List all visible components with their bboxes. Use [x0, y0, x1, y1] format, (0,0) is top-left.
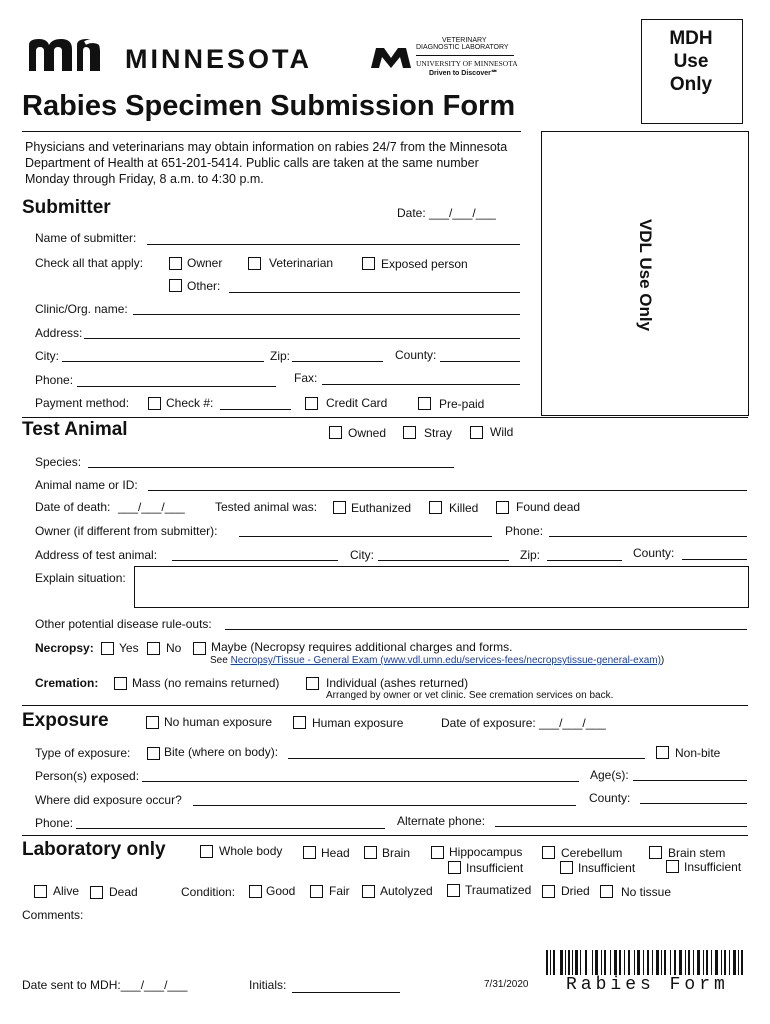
zip-label: Zip:	[270, 349, 291, 363]
autolyzed-checkbox[interactable]	[362, 885, 375, 898]
cerebellum-insufficient-label: Insufficient	[578, 861, 636, 875]
submitter-name-label: Name of submitter:	[35, 231, 137, 245]
other-label: Other:	[187, 279, 221, 293]
date-sent-to-mdh[interactable]: Date sent to MDH:___/___/___	[22, 978, 188, 992]
brain-stem-label: Brain stem	[668, 846, 726, 860]
date-of-death-label: Date of death:	[35, 500, 111, 514]
necropsy-yes-label: Yes	[119, 641, 139, 655]
animal-name-label: Animal name or ID:	[35, 478, 138, 492]
killed-checkbox[interactable]	[429, 501, 442, 514]
barcode-text: Rabies Form	[566, 975, 729, 995]
euthanized-checkbox[interactable]	[333, 501, 346, 514]
county-label: County:	[395, 348, 437, 362]
vdl-line2: DIAGNOSTIC LABORATORY	[416, 44, 509, 51]
vdl-use-only-text: VDL Use Only	[636, 218, 655, 332]
ruleouts-field[interactable]	[225, 629, 747, 630]
autolyzed-label: Autolyzed	[380, 884, 433, 898]
city-label: City:	[35, 349, 59, 363]
fair-checkbox[interactable]	[310, 885, 323, 898]
credit-card-checkbox[interactable]	[305, 397, 318, 410]
address-label: Address:	[35, 326, 83, 340]
hippocampus-insufficient-checkbox[interactable]	[448, 861, 461, 874]
non-bite-checkbox[interactable]	[656, 746, 669, 759]
laboratory-heading: Laboratory only	[22, 839, 166, 860]
owned-label: Owned	[348, 426, 387, 440]
barcode-icon	[546, 950, 744, 975]
date-of-exposure[interactable]: Date of exposure: ___/___/___	[441, 716, 606, 730]
alive-checkbox[interactable]	[34, 885, 47, 898]
good-label: Good	[266, 884, 296, 898]
individual-cremation-checkbox[interactable]	[306, 677, 319, 690]
hippocampus-label: Hippocampus	[449, 845, 523, 859]
traumatized-checkbox[interactable]	[447, 884, 460, 897]
mn-logo-icon	[25, 35, 115, 73]
fax-field[interactable]	[322, 384, 520, 385]
necropsy-link[interactable]: Necropsy/Tissue - General Exam (www.vdl.umn.edu/services-fees/necropsytissue-general-exam)	[230, 655, 661, 666]
phone-label: Phone:	[35, 373, 74, 387]
submitter-date[interactable]: Date: ___/___/___	[397, 206, 496, 220]
no-human-exposure-label: No human exposure	[164, 715, 273, 729]
prepaid-checkbox[interactable]	[418, 397, 431, 410]
alternate-phone-label: Alternate phone:	[397, 814, 486, 828]
stray-label: Stray	[424, 426, 453, 440]
submitter-rule	[22, 417, 748, 418]
human-exposure-checkbox[interactable]	[293, 716, 306, 729]
university-m-logo-icon	[370, 44, 412, 70]
animal-zip-label: Zip:	[520, 548, 541, 562]
date-of-death-field[interactable]: ___/___/___	[118, 500, 185, 514]
no-human-exposure-checkbox[interactable]	[146, 716, 159, 729]
animal-address-field[interactable]	[172, 560, 338, 561]
cremation-label: Cremation:	[35, 676, 99, 690]
cerebellum-checkbox[interactable]	[542, 846, 555, 859]
brain-checkbox[interactable]	[364, 846, 377, 859]
exposure-phone-field[interactable]	[76, 828, 385, 829]
address-field[interactable]	[84, 338, 520, 339]
bite-field[interactable]	[288, 758, 645, 759]
city-field[interactable]	[62, 361, 264, 362]
animal-county-field[interactable]	[682, 559, 747, 560]
cremation-note: Arranged by owner or vet clinic. See cremation services on back.	[326, 690, 614, 701]
initials-field[interactable]	[292, 992, 400, 993]
brain-label: Brain	[382, 846, 411, 860]
head-label: Head	[321, 846, 350, 860]
other-checkbox[interactable]	[169, 279, 182, 292]
check-all-label: Check all that apply:	[35, 256, 144, 270]
cerebellum-insufficient-checkbox[interactable]	[560, 861, 573, 874]
other-field[interactable]	[229, 292, 520, 293]
stray-checkbox[interactable]	[403, 426, 416, 439]
alive-label: Alive	[53, 884, 80, 898]
exposure-rule	[22, 835, 748, 836]
animal-city-field[interactable]	[378, 560, 509, 561]
ages-label: Age(s):	[590, 768, 629, 782]
dead-checkbox[interactable]	[90, 886, 103, 899]
owner-different-label: Owner (if different from submitter):	[35, 524, 218, 538]
necropsy-see	[210, 655, 664, 666]
test-animal-heading: Test Animal	[22, 419, 128, 440]
submitter-name-field[interactable]	[147, 244, 520, 245]
form-title: Rabies Specimen Submission Form	[22, 90, 516, 122]
animal-county-label: County:	[633, 546, 675, 560]
necropsy-no-checkbox[interactable]	[147, 642, 160, 655]
animal-city-label: City:	[350, 548, 374, 562]
species-field[interactable]	[88, 467, 454, 468]
necropsy-yes-checkbox[interactable]	[101, 642, 114, 655]
cerebellum-label: Cerebellum	[561, 846, 623, 860]
zip-field[interactable]	[292, 361, 383, 362]
dried-label: Dried	[561, 884, 590, 898]
vdl-line3: UNIVERSITY OF MINNESOTA	[416, 59, 518, 68]
form-version-date: 7/31/2020	[484, 979, 529, 990]
found-dead-label: Found dead	[516, 500, 581, 514]
found-dead-checkbox[interactable]	[496, 501, 509, 514]
animal-name-field[interactable]	[148, 490, 747, 491]
check-label: Check #:	[166, 396, 214, 410]
necropsy-label: Necropsy:	[35, 641, 94, 655]
necropsy-maybe-label: Maybe (Necropsy requires additional charges and forms.	[211, 640, 513, 654]
brain-stem-insufficient-label: Insufficient	[684, 860, 742, 874]
human-exposure-label: Human exposure	[312, 716, 404, 730]
dead-label: Dead	[109, 885, 138, 899]
no-tissue-label: No tissue	[621, 885, 672, 899]
bite-checkbox[interactable]	[147, 747, 160, 760]
species-label: Species:	[35, 455, 82, 469]
fair-label: Fair	[329, 884, 350, 898]
phone-field[interactable]	[77, 386, 276, 387]
euthanized-label: Euthanized	[351, 501, 412, 515]
link-close-paren: )	[660, 655, 665, 666]
wild-label: Wild	[490, 425, 514, 439]
where-exposure-field[interactable]	[193, 805, 576, 806]
non-bite-label: Non-bite	[675, 746, 721, 760]
persons-exposed-label: Person(s) exposed:	[35, 769, 140, 783]
vdl-divider	[416, 55, 514, 56]
alternate-phone-field[interactable]	[495, 826, 747, 827]
check-number-field[interactable]	[220, 409, 291, 410]
fax-label: Fax:	[294, 371, 318, 385]
exposure-phone-label: Phone:	[35, 816, 74, 830]
dried-checkbox[interactable]	[542, 885, 555, 898]
animal-address-label: Address of test animal:	[35, 548, 158, 562]
ages-field[interactable]	[633, 780, 747, 781]
persons-exposed-field[interactable]	[142, 781, 579, 782]
veterinarian-checkbox[interactable]	[248, 257, 261, 270]
owner-checkbox[interactable]	[169, 257, 182, 270]
bite-label: Bite (where on body):	[164, 745, 279, 759]
county-field[interactable]	[440, 361, 520, 362]
killed-label: Killed	[449, 501, 479, 515]
payment-label: Payment method:	[35, 396, 130, 410]
hippocampus-insufficient-label: Insufficient	[466, 861, 524, 875]
exposure-county-label: County:	[589, 791, 631, 805]
animal-owner-phone-label: Phone:	[505, 524, 544, 538]
mass-cremation-checkbox[interactable]	[114, 677, 127, 690]
see-text: See	[210, 655, 228, 666]
necropsy-maybe-checkbox[interactable]	[193, 642, 206, 655]
explain-situation-label: Explain situation:	[35, 571, 126, 585]
exposure-county-field[interactable]	[640, 803, 747, 804]
prepaid-label: Pre-paid	[439, 397, 485, 411]
wild-checkbox[interactable]	[470, 426, 483, 439]
submitter-heading: Submitter	[22, 197, 111, 218]
check-checkbox[interactable]	[148, 397, 161, 410]
hippocampus-checkbox[interactable]	[431, 846, 444, 859]
comments-label: Comments:	[22, 908, 84, 922]
necropsy-no-label: No	[166, 641, 182, 655]
brain-stem-insufficient-checkbox[interactable]	[666, 860, 679, 873]
type-exposure-label: Type of exposure:	[35, 746, 131, 760]
credit-card-label: Credit Card	[326, 396, 388, 410]
explain-situation-box[interactable]	[134, 566, 749, 608]
initials-label: Initials:	[249, 978, 287, 992]
condition-label: Condition:	[181, 885, 236, 899]
head-checkbox[interactable]	[303, 846, 316, 859]
owner-different-field[interactable]	[239, 536, 492, 537]
tested-was-label: Tested animal was:	[215, 500, 318, 514]
mass-cremation-label: Mass (no remains returned)	[132, 676, 280, 690]
mdh-use-only-text: MDH Use Only	[669, 28, 713, 95]
whole-body-checkbox[interactable]	[200, 845, 213, 858]
animal-zip-field[interactable]	[547, 560, 622, 561]
test-animal-rule	[22, 705, 748, 706]
intro-text: Physicians and veterinarians may obtain information on rabies 24/7 from the Minnesota Department of Health at 651-201-5414. Public calls are taken at the same number Monday through Friday, 8 a.m. to 4:30 p.m.	[25, 140, 508, 186]
owned-checkbox[interactable]	[329, 426, 342, 439]
title-rule	[22, 131, 521, 132]
animal-owner-phone-field[interactable]	[549, 536, 747, 537]
clinic-label: Clinic/Org. name:	[35, 302, 128, 316]
owner-label: Owner	[187, 256, 223, 270]
brain-stem-checkbox[interactable]	[649, 846, 662, 859]
ruleouts-label: Other potential disease rule-outs:	[35, 617, 212, 631]
individual-cremation-label: Individual (ashes returned)	[326, 676, 469, 690]
exposed-person-checkbox[interactable]	[362, 257, 375, 270]
where-exposure-label: Where did exposure occur?	[35, 793, 182, 807]
state-name: MINNESOTA	[125, 44, 312, 74]
vdl-line4: Driven to Discover℠	[429, 70, 498, 77]
exposed-person-label: Exposed person	[381, 257, 468, 271]
whole-body-label: Whole body	[219, 844, 283, 858]
vdl-line1: VETERINARY	[442, 37, 487, 44]
traumatized-label: Traumatized	[465, 883, 532, 897]
exposure-heading: Exposure	[22, 710, 109, 731]
no-tissue-checkbox[interactable]	[600, 885, 613, 898]
clinic-field[interactable]	[133, 314, 520, 315]
good-checkbox[interactable]	[249, 885, 262, 898]
veterinarian-label: Veterinarian	[269, 256, 334, 270]
